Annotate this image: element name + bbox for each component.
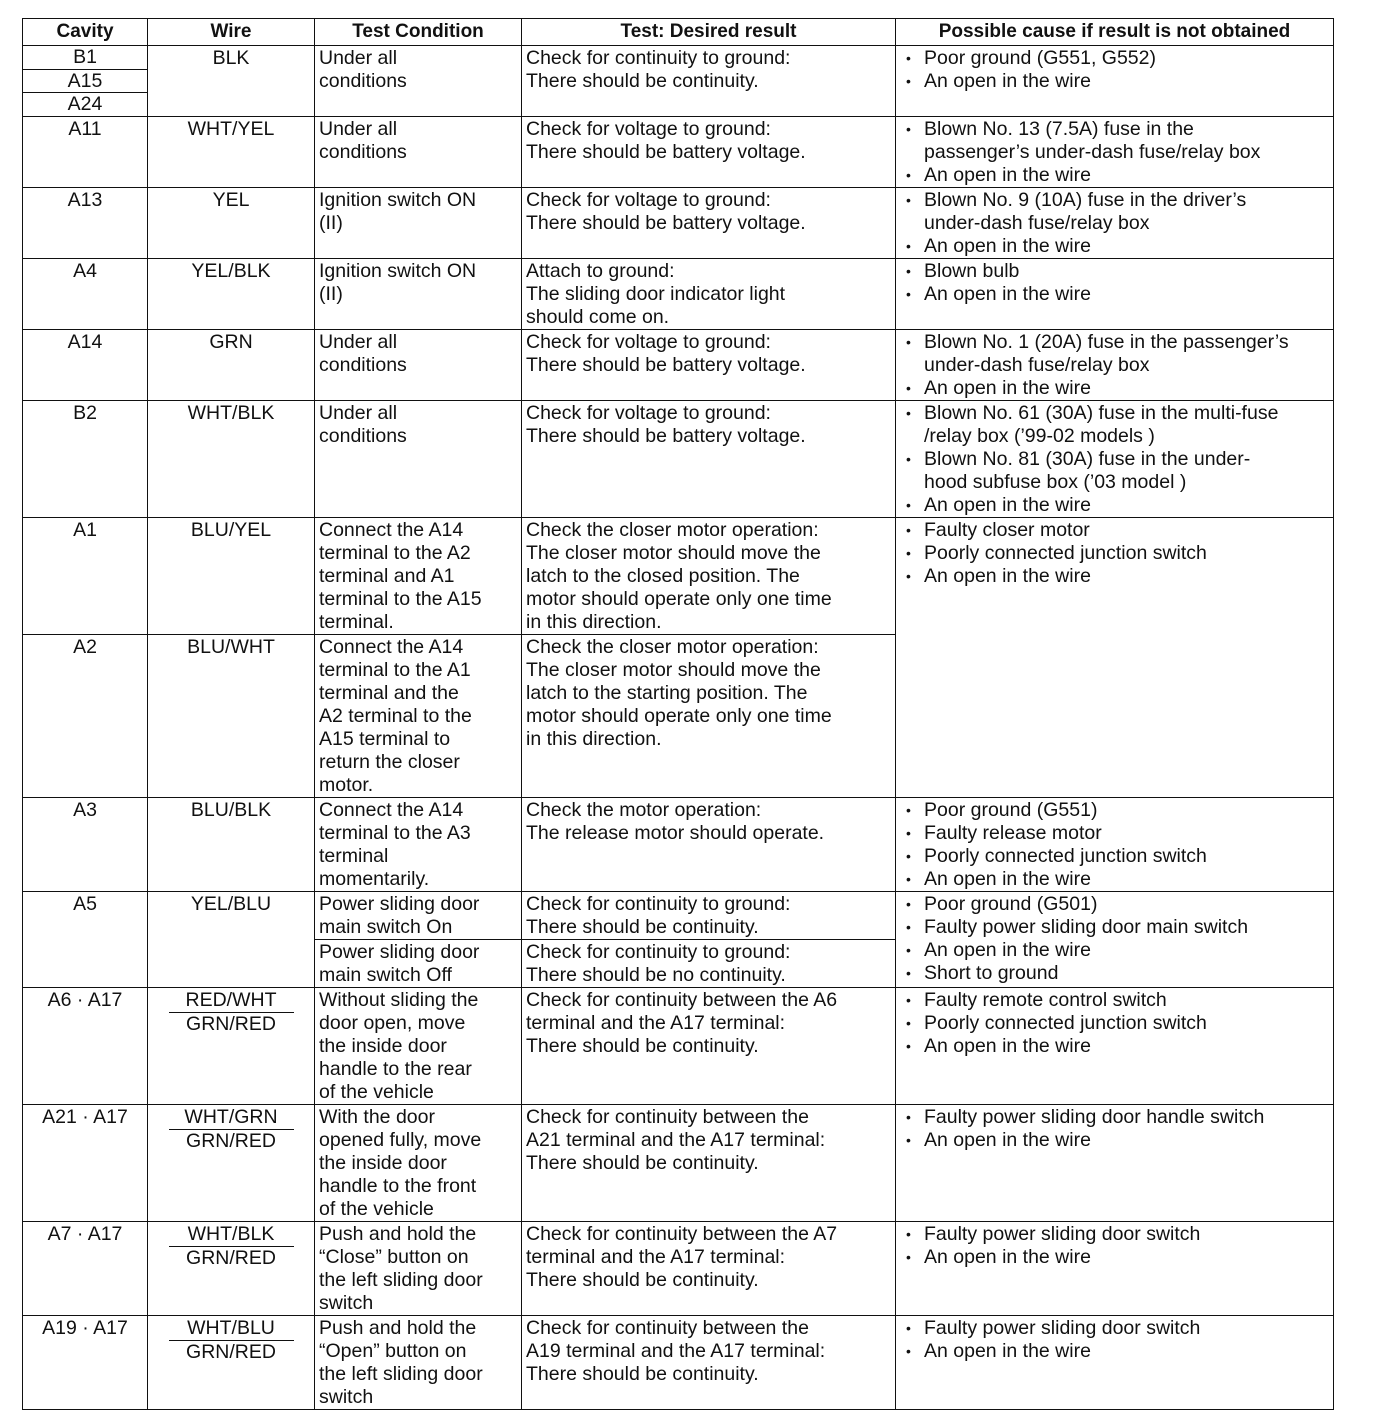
desired-cell: Check for continuity to ground: There should be continuity. xyxy=(522,891,896,939)
list-item: • Poorly connected junction switch xyxy=(924,1012,1329,1035)
desired-cell: Check for continuity to ground: There should be continuity. xyxy=(522,46,896,117)
desired-cell: Check for voltage to ground: There should be battery voltage. xyxy=(522,116,896,187)
desired-cell: Check for continuity between the A6 terminal and the A17 terminal: There should be continuity. xyxy=(522,987,896,1104)
desired-cell: Check for voltage to ground: There should be battery voltage. xyxy=(522,329,896,400)
condition-cell: Power sliding door main switch Off xyxy=(315,939,522,987)
cavity-cell: A11 xyxy=(23,116,148,187)
cause-cell xyxy=(896,1315,1334,1409)
list-item: • An open in the wire xyxy=(924,70,1329,93)
wire-label: GRN/RED xyxy=(186,1129,276,1152)
header-wire: Wire xyxy=(148,19,315,46)
desired-cell: Check for continuity between the A7 terminal and the A17 terminal: There should be continuity. xyxy=(522,1221,896,1315)
condition-cell: With the door opened fully, move the inside door handle to the front of the vehicle xyxy=(315,1104,522,1221)
list-item: • Poorly connected junction switch xyxy=(924,542,1329,565)
list-item: • An open in the wire xyxy=(924,1129,1329,1152)
list-item: • An open in the wire xyxy=(924,939,1329,962)
wire-cell: BLU/YEL xyxy=(148,517,315,634)
wire-cell xyxy=(148,1221,315,1315)
list-item: • Blown No. 9 (10A) fuse in the driver’s under-dash fuse/relay box xyxy=(924,189,1329,235)
cavity-cell: A14 xyxy=(23,329,148,400)
condition-cell: Without sliding the door open, move the inside door handle to the rear of the vehicle xyxy=(315,987,522,1104)
list-item: • Poor ground (G551, G552) xyxy=(924,47,1329,70)
list-item: • Faulty power sliding door switch xyxy=(924,1223,1329,1246)
table-row xyxy=(23,46,1334,117)
condition-cell: Push and hold the “Open” button on the left sliding door switch xyxy=(315,1315,522,1409)
wire-cell: BLU/BLK xyxy=(148,797,315,891)
header-condition: Test Condition xyxy=(315,19,522,46)
header-cause: Possible cause if result is not obtained xyxy=(896,19,1334,46)
wire-cell xyxy=(148,1315,315,1409)
table-row xyxy=(23,987,1334,1104)
cause-cell xyxy=(896,891,1334,987)
desired-cell: Check the closer motor operation: The closer motor should move the latch to the closed position. The motor should operate only one time in this direction. xyxy=(522,517,896,634)
table-row xyxy=(23,797,1334,891)
table-row xyxy=(23,116,1334,187)
wire-cell: YEL xyxy=(148,187,315,258)
diagnostic-table xyxy=(22,18,1334,1410)
cause-cell xyxy=(896,258,1334,329)
list-item: • An open in the wire xyxy=(924,235,1329,258)
cavity-cell: A13 xyxy=(23,187,148,258)
header-cavity: Cavity xyxy=(23,19,148,46)
cause-cell xyxy=(896,1104,1334,1221)
list-item: • Poor ground (G551) xyxy=(924,799,1329,822)
wire-label: WHT/BLU xyxy=(169,1317,294,1341)
desired-cell: Check for continuity to ground: There should be no continuity. xyxy=(522,939,896,987)
wire-label: RED/WHT xyxy=(169,989,294,1013)
wire-cell: WHT/YEL xyxy=(148,116,315,187)
list-item: • An open in the wire xyxy=(924,1246,1329,1269)
list-item: • Blown No. 61 (30A) fuse in the multi-fuse /relay box (’99-02 models ) xyxy=(924,402,1329,448)
table-row xyxy=(23,400,1334,517)
cavity-label: B1 xyxy=(73,46,97,68)
list-item: • Blown No. 81 (30A) fuse in the under- hood subfuse box (’03 model ) xyxy=(924,448,1329,494)
condition-cell: Ignition switch ON (II) xyxy=(315,187,522,258)
desired-cell: Check for continuity between the A19 terminal and the A17 terminal: There should be continuity. xyxy=(522,1315,896,1409)
list-item: • Blown No. 13 (7.5A) fuse in the passenger’s under-dash fuse/relay box xyxy=(924,118,1329,164)
wire-cell: GRN xyxy=(148,329,315,400)
list-item: • Short to ground xyxy=(924,962,1329,985)
table-row xyxy=(23,1104,1334,1221)
desired-cell: Attach to ground: The sliding door indicator light should come on. xyxy=(522,258,896,329)
wire-label: GRN/RED xyxy=(186,1340,276,1363)
cause-cell xyxy=(896,400,1334,517)
desired-cell: Check for continuity between the A21 terminal and the A17 terminal: There should be continuity. xyxy=(522,1104,896,1221)
list-item: • An open in the wire xyxy=(924,164,1329,187)
cavity-cell: A2 xyxy=(23,634,148,797)
condition-cell: Connect the A14 terminal to the A3 terminal momentarily. xyxy=(315,797,522,891)
list-item: • Faulty closer motor xyxy=(924,519,1329,542)
header-desired: Test: Desired result xyxy=(522,19,896,46)
cavity-cell: A5 xyxy=(23,891,148,987)
condition-cell: Connect the A14 terminal to the A1 terminal and the A2 terminal to the A15 terminal to return the closer motor. xyxy=(315,634,522,797)
table-row xyxy=(23,1221,1334,1315)
cause-cell xyxy=(896,187,1334,258)
cavity-cell xyxy=(23,46,148,117)
list-item: • An open in the wire xyxy=(924,494,1329,517)
list-item: • Faulty release motor xyxy=(924,822,1329,845)
cause-cell xyxy=(896,797,1334,891)
table-row xyxy=(23,187,1334,258)
wire-cell: BLU/WHT xyxy=(148,634,315,797)
list-item: • Blown No. 1 (20A) fuse in the passenger’s under-dash fuse/relay box xyxy=(924,331,1329,377)
wire-cell xyxy=(148,1104,315,1221)
wire-label: WHT/GRN xyxy=(169,1106,294,1130)
wire-cell: BLK xyxy=(148,46,315,117)
cavity-cell: A6 · A17 xyxy=(23,987,148,1104)
list-item: • An open in the wire xyxy=(924,565,1329,588)
wire-label: GRN/RED xyxy=(186,1012,276,1035)
list-item: • Faulty power sliding door handle switch xyxy=(924,1106,1329,1129)
cause-cell xyxy=(896,1221,1334,1315)
wire-cell: WHT/BLK xyxy=(148,400,315,517)
cavity-cell: A19 · A17 xyxy=(23,1315,148,1409)
cause-cell xyxy=(896,987,1334,1104)
list-item: • Faulty remote control switch xyxy=(924,989,1329,1012)
table-row xyxy=(23,517,1334,634)
wire-cell: YEL/BLU xyxy=(148,891,315,987)
cavity-cell: A4 xyxy=(23,258,148,329)
list-item: • An open in the wire xyxy=(924,377,1329,400)
list-item: • Faulty power sliding door main switch xyxy=(924,916,1329,939)
desired-cell: Check the motor operation: The release motor should operate. xyxy=(522,797,896,891)
cavity-cell: A1 xyxy=(23,517,148,634)
wire-cell: YEL/BLK xyxy=(148,258,315,329)
cavity-label: A15 xyxy=(23,69,147,93)
desired-cell: Check the closer motor operation: The closer motor should move the latch to the starting position. The motor should operate only one time in this direction. xyxy=(522,634,896,797)
list-item: • Faulty power sliding door switch xyxy=(924,1317,1329,1340)
list-item: • Blown bulb xyxy=(924,260,1329,283)
cause-cell xyxy=(896,46,1334,117)
condition-cell: Under all conditions xyxy=(315,46,522,117)
wire-label: GRN/RED xyxy=(186,1246,276,1269)
table-row xyxy=(23,891,1334,939)
list-item: • An open in the wire xyxy=(924,283,1329,306)
cavity-label: A24 xyxy=(23,92,147,116)
cause-cell xyxy=(896,329,1334,400)
condition-cell: Under all conditions xyxy=(315,400,522,517)
condition-cell: Connect the A14 terminal to the A2 terminal and A1 terminal to the A15 terminal. xyxy=(315,517,522,634)
condition-cell: Ignition switch ON (II) xyxy=(315,258,522,329)
cause-cell xyxy=(896,517,1334,797)
list-item: • An open in the wire xyxy=(924,1035,1329,1058)
condition-cell: Push and hold the “Close” button on the left sliding door switch xyxy=(315,1221,522,1315)
condition-cell: Under all conditions xyxy=(315,116,522,187)
wire-label: WHT/BLK xyxy=(169,1223,294,1247)
list-item: • Poor ground (G501) xyxy=(924,893,1329,916)
cavity-cell: B2 xyxy=(23,400,148,517)
cavity-cell: A3 xyxy=(23,797,148,891)
list-item: • An open in the wire xyxy=(924,1340,1329,1363)
cavity-cell: A7 · A17 xyxy=(23,1221,148,1315)
table-row xyxy=(23,329,1334,400)
desired-cell: Check for voltage to ground: There should be battery voltage. xyxy=(522,187,896,258)
cause-cell xyxy=(896,116,1334,187)
desired-cell: Check for voltage to ground: There should be battery voltage. xyxy=(522,400,896,517)
condition-cell: Under all conditions xyxy=(315,329,522,400)
table-row xyxy=(23,258,1334,329)
condition-cell: Power sliding door main switch On xyxy=(315,891,522,939)
wire-cell xyxy=(148,987,315,1104)
table-row xyxy=(23,1315,1334,1409)
header-row xyxy=(23,19,1334,46)
list-item: • An open in the wire xyxy=(924,868,1329,891)
list-item: • Poorly connected junction switch xyxy=(924,845,1329,868)
cavity-cell: A21 · A17 xyxy=(23,1104,148,1221)
